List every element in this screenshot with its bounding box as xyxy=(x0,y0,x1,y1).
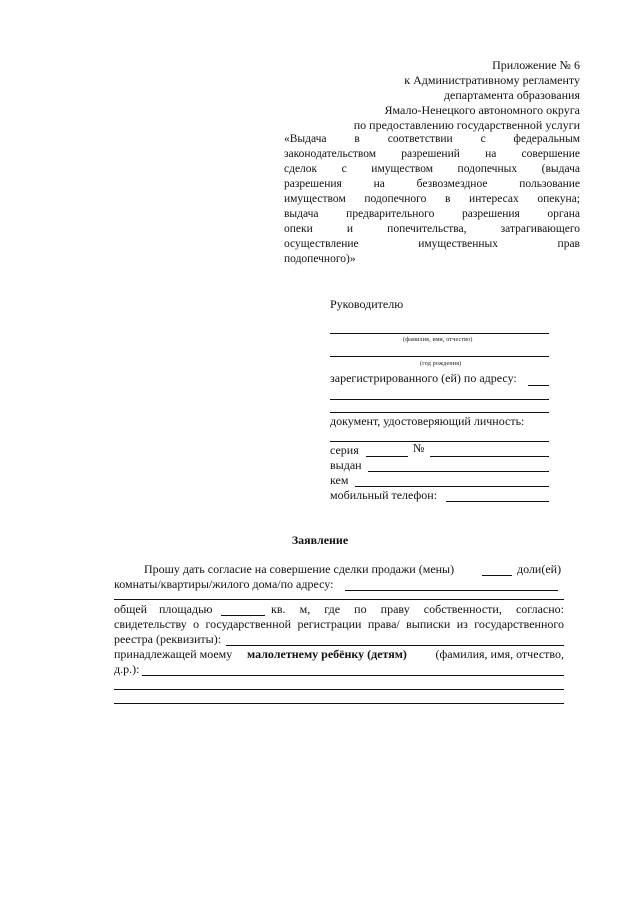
appendix-region: Ямало-Ненецкого автономного округа xyxy=(384,103,580,117)
statement-title: Заявление xyxy=(291,533,349,547)
phone-field[interactable] xyxy=(446,501,549,502)
statement-title-wrap xyxy=(0,533,640,548)
service-line: подопечного)» xyxy=(284,253,356,265)
service-line: «Выдача в соответствии с федеральным xyxy=(284,133,580,145)
number-sign: № xyxy=(413,441,425,455)
area-field[interactable] xyxy=(221,615,265,616)
statement-line-6c: (фамилия, имя, отчество, xyxy=(435,647,564,661)
statement-line-7: д.р.): xyxy=(114,662,140,676)
birth-hint: (год рождения) xyxy=(420,361,462,367)
statement-line-3b: площадью xyxy=(159,602,213,616)
statement-line-1: Прошу дать согласие на совершение сделки продажи (мены) xyxy=(144,562,455,576)
share-field[interactable] xyxy=(482,575,512,576)
birth-line[interactable] xyxy=(330,356,549,357)
address-line-1[interactable] xyxy=(330,399,549,400)
address-field-2[interactable] xyxy=(114,599,564,600)
document-line[interactable] xyxy=(330,441,549,442)
service-line: сделок с имуществом подопечных (выдача xyxy=(284,163,580,175)
by-whom-field[interactable] xyxy=(355,486,549,487)
requisites-field[interactable] xyxy=(226,645,564,646)
document-label: документ, удостоверяющий личность: xyxy=(330,414,525,428)
appendix-service: по предоставлению государственной услуги xyxy=(353,118,580,132)
child-phrase-text: малолетнему ребёнку (детям) xyxy=(247,647,407,661)
fio-hint: (фамилия, имя, отчество) xyxy=(403,337,473,343)
address-line-2[interactable] xyxy=(330,412,549,413)
service-line: осуществление имущественных прав xyxy=(284,238,580,250)
service-line: разрешения на безвозмездное пользование xyxy=(284,178,580,190)
statement-line-5: реестра (реквизиты): xyxy=(114,632,222,646)
service-line: законодательством разрешений на совершение xyxy=(284,148,580,160)
statement-line-2: комнаты/квартиры/жилого дома/по адресу: xyxy=(114,577,334,591)
appendix-department: департамента образования xyxy=(443,88,580,102)
issued-field[interactable] xyxy=(368,471,549,472)
number-field[interactable] xyxy=(430,456,549,457)
statement-line-6a: принадлежащей моему xyxy=(114,647,233,661)
statement-line-4: свидетельству о государственной регистрации права/ выписки из государственного xyxy=(114,617,564,631)
child-phrase xyxy=(247,647,407,662)
by-whom-label: кем xyxy=(330,473,349,487)
phone-label: мобильный телефон: xyxy=(330,488,438,502)
service-line: опеки и попечительства, затрагивающего xyxy=(284,223,580,235)
fio-line[interactable] xyxy=(330,333,549,334)
appendix-number: Приложение № 6 xyxy=(492,58,580,72)
series-label: серия xyxy=(330,443,359,457)
address-field[interactable] xyxy=(345,590,558,591)
issued-label: выдан xyxy=(330,458,362,472)
series-field[interactable] xyxy=(366,456,408,457)
child-field-3[interactable] xyxy=(114,703,564,704)
statement-line-3a: общей xyxy=(114,602,148,616)
appendix-regulation: к Административному регламенту xyxy=(404,73,580,87)
service-line: выдача предварительного разрешения органа xyxy=(284,208,580,220)
statement-line-1b: доли(ей) xyxy=(517,562,562,576)
service-line: имуществом подопечного в интересах опекуна; xyxy=(284,193,580,205)
child-field[interactable] xyxy=(142,675,564,676)
registered-label: зарегистрированного (ей) по адресу: xyxy=(330,371,517,385)
addressee-to: Руководителю xyxy=(330,297,404,311)
child-field-2[interactable] xyxy=(114,689,564,690)
registered-line[interactable] xyxy=(528,385,549,386)
statement-line-3c: кв. м, где по праву собственности, согласно: xyxy=(271,602,564,616)
